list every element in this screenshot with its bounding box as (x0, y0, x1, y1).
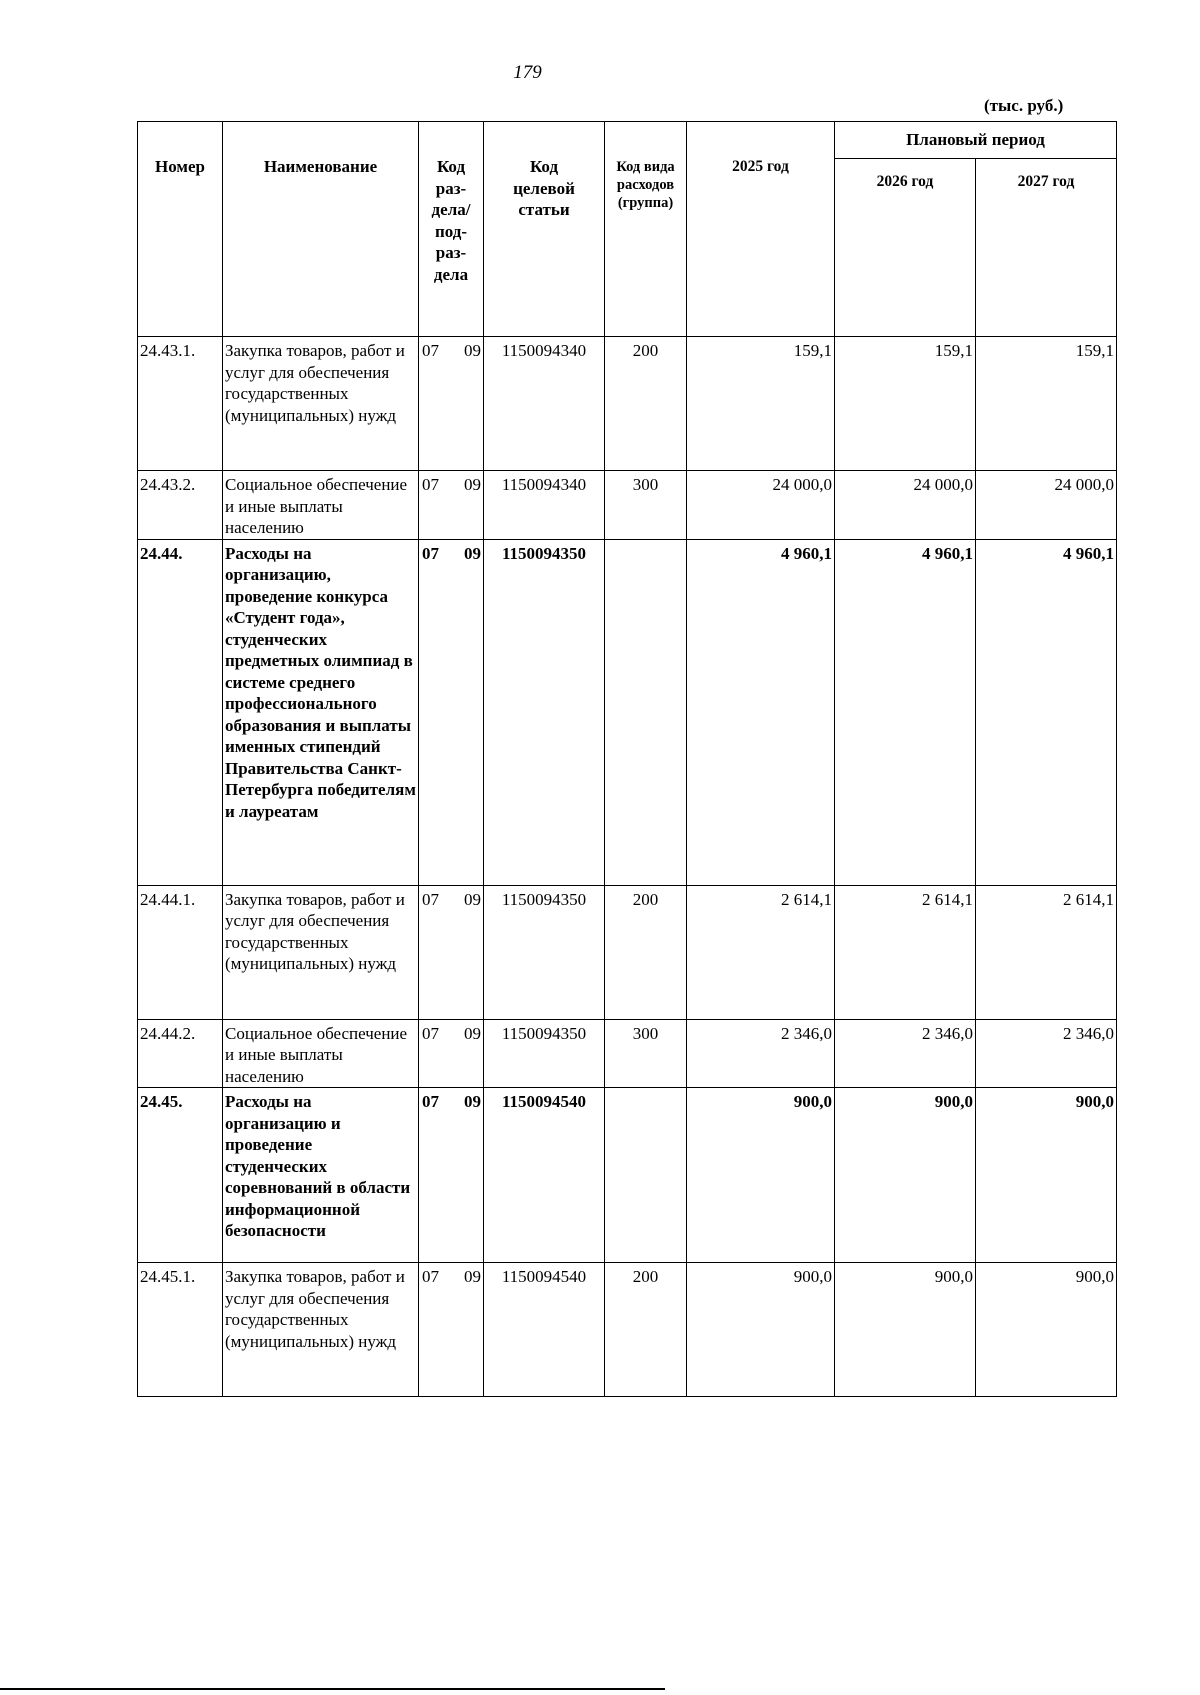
row-name: Расходы на организацию и проведение студенческих соревнований в области информационной безопасности (223, 1088, 419, 1263)
row-name: Закупка товаров, работ и услуг для обеспечения государственных (муниципальных) нужд (223, 1263, 419, 1397)
row-value-2025: 24 000,0 (687, 471, 835, 540)
header-section-line: дела (433, 264, 469, 284)
table-row (138, 337, 1117, 471)
row-number: 24.43.2. (138, 471, 223, 540)
row-expense-code: 300 (605, 471, 687, 540)
row-name: Социальное обеспечение и иные выплаты населению (223, 471, 419, 540)
header-number: Номер (138, 122, 223, 337)
header-target-line: статьи (518, 200, 570, 219)
row-section-code (419, 885, 484, 1019)
header-target-code (484, 122, 605, 337)
table-row (138, 1019, 1117, 1088)
row-expense-code: 300 (605, 1019, 687, 1088)
header-year-2026: 2026 год (835, 159, 976, 337)
row-value-2026: 24 000,0 (835, 471, 976, 540)
row-value-2026: 2 346,0 (835, 1019, 976, 1088)
header-section-line: раз- (435, 243, 467, 262)
header-section-line: раз- (435, 178, 467, 198)
row-subsection: 09 (464, 1267, 481, 1286)
table-row (138, 1088, 1117, 1263)
row-number: 24.45.1. (138, 1263, 223, 1397)
row-subsection: 09 (464, 543, 481, 563)
row-value-2026: 900,0 (835, 1088, 976, 1263)
header-expense-code (605, 122, 687, 337)
row-value-2025: 4 960,1 (687, 539, 835, 885)
table-row (138, 885, 1117, 1019)
row-name: Закупка товаров, работ и услуг для обеспечения государственных (муниципальных) нужд (223, 885, 419, 1019)
scan-edge-line (0, 1688, 665, 1690)
header-section-line: под- (434, 221, 468, 241)
table-row (138, 1263, 1117, 1397)
header-target-line: целевой (513, 178, 575, 198)
row-value-2026: 2 614,1 (835, 885, 976, 1019)
row-section-code (419, 1088, 484, 1263)
row-value-2027: 2 346,0 (976, 1019, 1117, 1088)
row-number: 24.44. (138, 539, 223, 885)
row-value-2027: 4 960,1 (976, 539, 1117, 885)
row-number: 24.44.1. (138, 885, 223, 1019)
row-subsection: 09 (464, 1092, 481, 1111)
header-year-2025: 2025 год (687, 122, 835, 337)
row-value-2027: 159,1 (976, 337, 1117, 471)
header-expense-line: (группа) (617, 195, 674, 211)
row-value-2025: 900,0 (687, 1263, 835, 1397)
row-section: 07 (422, 475, 439, 494)
header-planned-period: Плановый период (835, 122, 1117, 159)
row-section-code (419, 337, 484, 471)
row-name: Социальное обеспечение и иные выплаты населению (223, 1019, 419, 1088)
row-expense-code: 200 (605, 1263, 687, 1397)
row-value-2026: 900,0 (835, 1263, 976, 1397)
row-value-2025: 2 614,1 (687, 885, 835, 1019)
row-name: Закупка товаров, работ и услуг для обеспечения государственных (муниципальных) нужд (223, 337, 419, 471)
row-section: 07 (422, 1023, 439, 1043)
row-value-2026: 159,1 (835, 337, 976, 471)
row-section: 07 (422, 1267, 439, 1286)
row-number: 24.43.1. (138, 337, 223, 471)
header-section-line: дела/ (431, 200, 471, 219)
row-target-code: 1150094340 (484, 337, 605, 471)
table-row (138, 539, 1117, 885)
row-number: 24.45. (138, 1088, 223, 1263)
row-subsection: 09 (464, 341, 481, 360)
row-subsection: 09 (464, 475, 481, 494)
header-target-line: Код (529, 157, 559, 176)
row-section-code (419, 1019, 484, 1088)
header-name: Наименование (223, 122, 419, 337)
header-expense-line: Код вида (616, 159, 675, 175)
table-body (138, 337, 1117, 1397)
header-section-line: Код (436, 157, 466, 176)
row-value-2025: 2 346,0 (687, 1019, 835, 1088)
row-expense-code (605, 1088, 687, 1263)
page-number: 179 (513, 62, 542, 83)
table-row (138, 471, 1117, 540)
row-section-code (419, 539, 484, 885)
header-year-2027: 2027 год (976, 159, 1117, 337)
row-expense-code: 200 (605, 885, 687, 1019)
row-value-2025: 900,0 (687, 1088, 835, 1263)
row-expense-code (605, 539, 687, 885)
row-target-code: 1150094540 (484, 1263, 605, 1397)
row-value-2025: 159,1 (687, 337, 835, 471)
row-section-code (419, 1263, 484, 1397)
row-name: Расходы на организацию, проведение конкурса «Студент года», студенческих предметных олимпиад в системе среднего профессионального образования и выплаты именных стипендий Правительства Санкт-Петербурга победителям и лауреатам (223, 539, 419, 885)
row-value-2027: 24 000,0 (976, 471, 1117, 540)
row-subsection: 09 (464, 1023, 481, 1043)
row-section: 07 (422, 889, 439, 909)
row-section: 07 (422, 543, 439, 563)
row-target-code: 1150094350 (484, 885, 605, 1019)
row-number: 24.44.2. (138, 1019, 223, 1088)
row-target-code: 1150094540 (484, 1088, 605, 1263)
header-expense-line: расходов (616, 177, 675, 193)
row-value-2027: 900,0 (976, 1263, 1117, 1397)
units-label: (тыс. руб.) (984, 96, 1064, 115)
row-target-code: 1150094350 (484, 1019, 605, 1088)
row-value-2026: 4 960,1 (835, 539, 976, 885)
row-value-2027: 900,0 (976, 1088, 1117, 1263)
row-section: 07 (422, 1092, 439, 1111)
row-value-2027: 2 614,1 (976, 885, 1117, 1019)
row-section: 07 (422, 341, 439, 360)
row-expense-code: 200 (605, 337, 687, 471)
row-subsection: 09 (464, 889, 481, 909)
table-header (138, 122, 1117, 337)
row-target-code: 1150094340 (484, 471, 605, 540)
row-section-code (419, 471, 484, 540)
row-target-code: 1150094350 (484, 539, 605, 885)
budget-table (137, 121, 1117, 1397)
header-section-code (419, 122, 484, 337)
